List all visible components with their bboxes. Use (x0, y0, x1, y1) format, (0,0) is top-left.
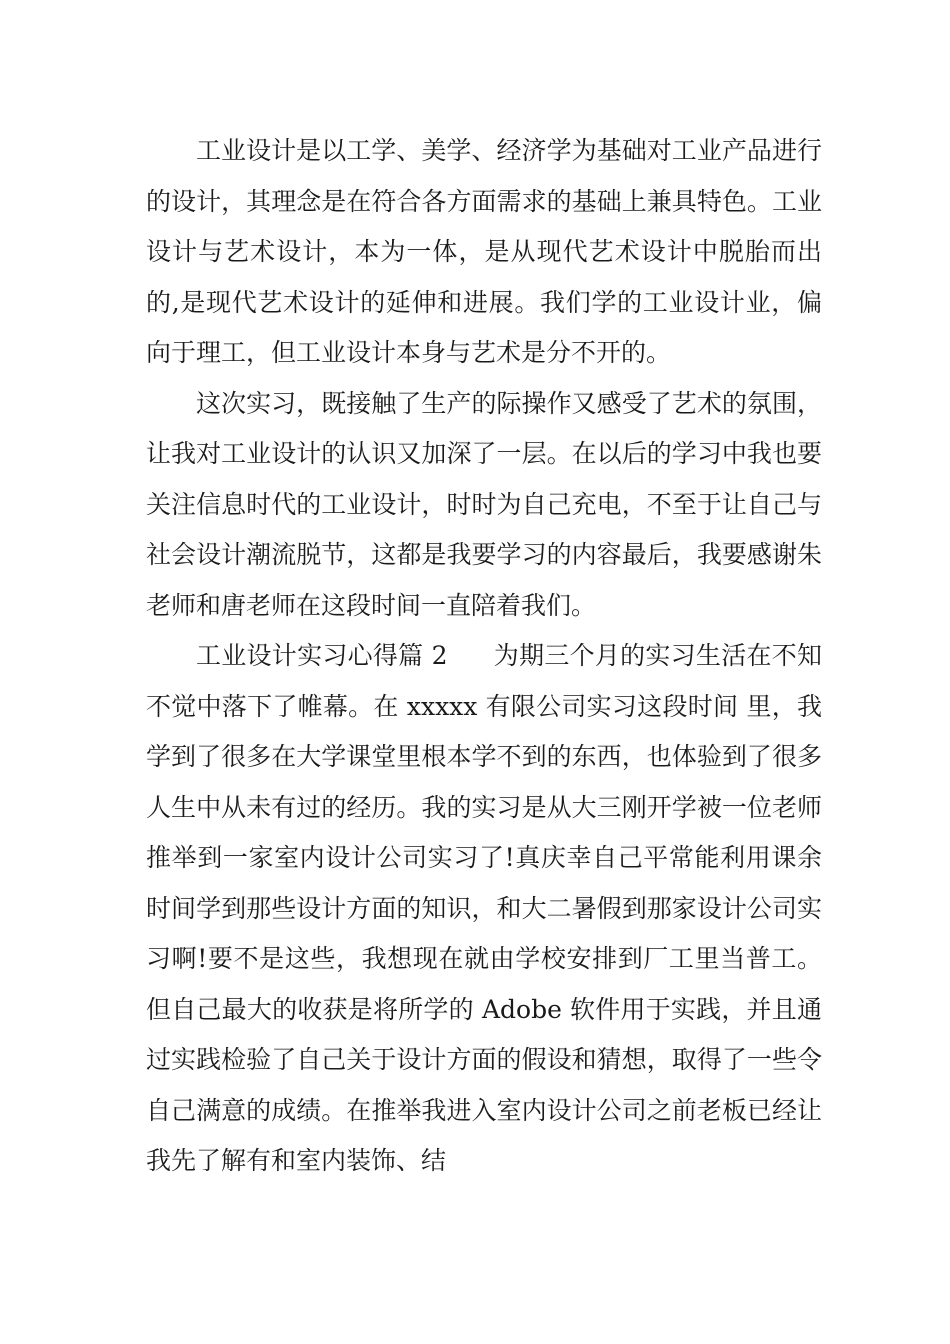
paragraph-internship-reflection: 这次实习，既接触了生产的际操作又感受了艺术的氛围，让我对工业设计的认识又加深了一层。在以后的学习中我也要关注信息时代的工业设计，时时为自己充电，不至于让自己与社会设计潮流脱节，这都是我要学习的内容最后，我要感谢朱老师和唐老师在这段时间一直陪着我们。 (146, 388, 822, 620)
document-page (146, 126, 822, 1187)
section-body: 为期三个月的实习生活在不知不觉中落下了帷幕。在 xxxxx 有限公司实习这段时间 里，我学到了很多在大学课堂里根本学不到的东西，也体验到了很多人生中从未有过的经历。我的实习是从大三刚开学被一位老师推举到一家室内设计公司实习了!真庆幸自己平常能利用课余时间学到那些设计方面的知识，和大二暑假到那家设计公司实习啊!要不是这些，我想现在就由学校安排到厂工里当普工。但自己最大的收获是将所学的 Adobe 软件用于实践，并且通 过实践检验了自己关于设计方面的假设和猜想，取得了一些令自己满意的成绩。在推举我进入室内设计公司之前老板已经让我先了解有和室内装饰、结 (146, 641, 822, 1175)
paragraph-industrial-design: 工业设计是以工学、美学、经济学为基础对工业产品进行的设计，其理念是在符合各方面需求的基础上兼具特色。工业设计与艺术设计，本为一体，是从现代艺术设计中脱胎而出的,是现代艺术设计的延伸和进展。我们学的工业设计业，偏向于理工，但工业设计本身与艺术是分不开的。 (146, 136, 822, 367)
paragraph-part-2 (146, 631, 822, 1187)
section-title: 工业设计实习心得篇 2 (196, 641, 448, 670)
